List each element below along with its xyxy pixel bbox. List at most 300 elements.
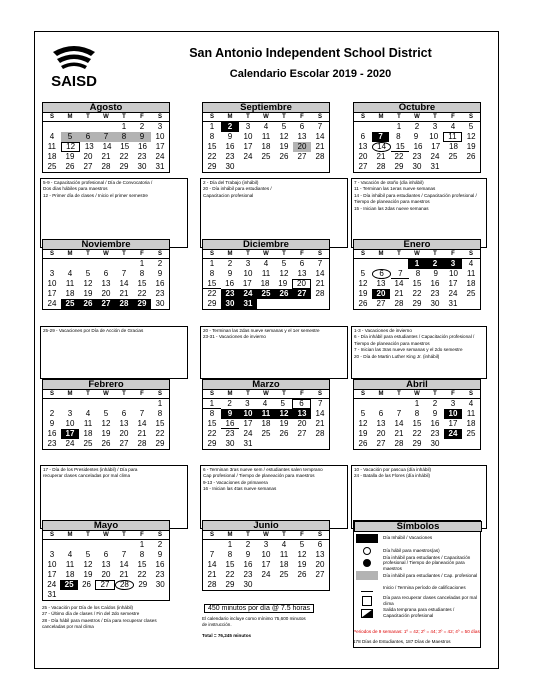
month-notes (200, 178, 348, 248)
day-cell (275, 439, 293, 449)
note-line: 10 - Vacación por pascua (día inhábil) (354, 467, 432, 472)
weekday-header (203, 390, 329, 399)
day-cell: 15 (225, 560, 235, 569)
day-cell: 19 (83, 570, 93, 579)
month-grid (202, 531, 330, 591)
day-cell: 29 (225, 580, 235, 589)
symbol-label: Inicio / Termina período de calificaciones (383, 585, 466, 591)
day-cell: 9 (245, 550, 251, 559)
month-name: Junio (202, 520, 330, 531)
week-row (43, 279, 169, 289)
day-cell: 29 (207, 162, 217, 171)
day-cell: 13 (376, 279, 386, 288)
weekday-label: S (468, 391, 473, 397)
day-cell (43, 122, 61, 132)
square-icon (362, 596, 372, 606)
day-cell: 18 (449, 142, 458, 151)
day-cell: 3 (450, 399, 456, 408)
week-row (354, 279, 480, 289)
day-cell: 11 (83, 419, 93, 428)
month-grid (42, 250, 170, 310)
day-cell: 29 (412, 299, 422, 308)
day-cell: 8 (209, 409, 215, 418)
day-cell: 15 (120, 142, 130, 151)
day-cell: 10 (243, 269, 253, 278)
day-cell (462, 439, 480, 449)
week-row (203, 580, 329, 590)
day-cell: 16 (225, 142, 235, 151)
svg-text:SAISD: SAISD (51, 73, 97, 90)
month-notes (200, 326, 348, 379)
day-cell: 27 (119, 439, 129, 448)
weekday-label: F (451, 114, 455, 120)
day-cell: 24 (430, 152, 440, 161)
weekday-label: M (378, 251, 384, 257)
weekday-label: S (209, 251, 214, 257)
day-cell: 27 (297, 152, 307, 161)
day-cell (390, 259, 408, 269)
day-cell: 5 (281, 259, 287, 268)
day-cell (79, 540, 97, 550)
note-line: 7 - Vacación de otoño (día inhábil) (354, 180, 424, 185)
day-cell: 27 (95, 580, 114, 590)
day-cell: 23 (225, 429, 235, 438)
day-cell: 15 (137, 560, 147, 569)
instruction-line: de instrucción. (202, 622, 232, 628)
day-cell: 3 (67, 409, 73, 418)
day-cell: 7 (396, 409, 402, 418)
day-cell: 16 (155, 279, 165, 288)
day-cell: 8 (227, 550, 233, 559)
month-grid (202, 113, 330, 173)
day-cell: 26 (82, 580, 91, 589)
week-row (354, 289, 480, 299)
weekday-label: T (397, 114, 401, 120)
day-cell: 13 (376, 419, 386, 428)
note-line: recuperar clases canceladas por mal clima (43, 473, 131, 479)
week-row (203, 152, 329, 162)
day-cell: 6 (360, 132, 366, 141)
symbol-row (354, 554, 480, 572)
weekday-label: M (378, 114, 384, 120)
day-cell: 20 (315, 560, 325, 569)
day-cell: 22 (394, 152, 404, 161)
day-cell: 15 (137, 279, 147, 288)
day-cell: 30 (221, 299, 239, 309)
week-row (43, 419, 169, 429)
day-cell (79, 590, 97, 600)
symbol-row (354, 582, 480, 595)
month-notes (40, 326, 188, 379)
weekday-label: T (433, 391, 437, 397)
day-cell: 8 (209, 132, 215, 141)
day-cell (43, 540, 61, 550)
day-cell: 4 (49, 132, 55, 141)
day-cell: 15 (203, 279, 221, 289)
day-cell: 30 (155, 580, 165, 589)
day-cell: 21 (137, 429, 147, 438)
day-cell: 5 (299, 540, 305, 549)
day-cell: 14 (119, 560, 129, 569)
note-line: 1-3 - Vacaciones de invierno (354, 328, 412, 333)
day-cell (293, 162, 311, 172)
weekday-header (203, 531, 329, 540)
day-cell: 11 (443, 132, 463, 142)
month-grid (353, 113, 481, 173)
day-cell: 24 (243, 429, 253, 438)
weekday-label: S (360, 391, 365, 397)
day-cell: 11 (47, 142, 57, 151)
weekday-label: T (246, 114, 250, 120)
day-cell: 28 (137, 439, 147, 448)
note-line: 12 - Primer día de clases / Inicio el primer semestre (43, 192, 148, 198)
symbols-title: Símbolos (354, 521, 482, 532)
month-grid (42, 531, 170, 601)
day-cell: 7 (391, 269, 409, 279)
day-cell: 8 (139, 550, 145, 559)
weekday-label: M (67, 532, 73, 538)
day-cell: 24 (47, 299, 57, 308)
day-cell: 19 (466, 142, 476, 151)
day-cell: 7 (317, 399, 323, 408)
day-cell: 21 (394, 429, 404, 438)
day-cell (133, 590, 151, 600)
day-cell: 16 (138, 142, 147, 151)
day-cell: 4 (450, 122, 456, 131)
week-row (203, 550, 329, 560)
day-cell: 17 (47, 570, 57, 579)
day-cell: 14 (315, 132, 325, 141)
note-line: 9-13 - Vacaciones de primavera (203, 479, 268, 485)
day-cell: 13 (293, 409, 311, 419)
day-cell: 2 (227, 399, 232, 408)
day-cell: 11 (467, 269, 476, 278)
week-row (354, 439, 480, 449)
weekday-label: W (414, 251, 420, 257)
day-cell: 25 (279, 570, 289, 579)
day-cell: 12 (83, 279, 93, 288)
note-line: 27 - Último día de clases / Fin del 2do semestre (42, 611, 140, 617)
day-cell: 16 (413, 142, 423, 151)
day-cell: 10 (261, 550, 271, 559)
day-cell: 14 (315, 409, 325, 418)
day-cell: 23 (412, 152, 422, 161)
filled-circle-icon (363, 559, 371, 567)
weekday-label: F (300, 391, 304, 397)
weekday-label: T (282, 532, 286, 538)
day-cell (390, 399, 408, 409)
month-notes (351, 178, 487, 248)
day-cell: 18 (65, 570, 75, 579)
day-cell: 5 (280, 399, 285, 408)
week-row (43, 409, 169, 419)
day-cell: 20 (376, 429, 386, 438)
weekday-header (354, 390, 480, 399)
day-cell: 6 (299, 122, 305, 131)
day-cell: 28 (101, 162, 111, 171)
note-line: 15 - Inician las 2das nueve semanas (354, 205, 429, 211)
day-cell: 14 (315, 269, 325, 278)
month-notes (351, 326, 487, 379)
day-cell: 24 (65, 439, 75, 448)
day-cell: 8 (115, 132, 133, 142)
day-cell (444, 439, 462, 449)
week-row (43, 152, 169, 162)
day-cell: 22 (225, 570, 235, 579)
day-cell: 2 (139, 122, 145, 131)
day-cell: 13 (358, 142, 368, 151)
weekday-label: M (67, 114, 73, 120)
day-cell: 3 (157, 122, 163, 131)
day-cell: 2 (49, 409, 55, 418)
week-row (203, 259, 329, 269)
week-row (203, 269, 329, 279)
day-cell: 25 (60, 580, 77, 590)
weekday-header (43, 250, 169, 259)
day-cell (311, 299, 329, 309)
weekday-label: S (317, 114, 322, 120)
day-cell: 1 (414, 399, 420, 408)
day-cell: 7 (372, 132, 390, 142)
day-cell: 24 (47, 580, 57, 589)
day-cell: 6 (378, 409, 384, 418)
week-row (354, 399, 480, 409)
day-cell: 1 (203, 399, 221, 409)
day-cell: 27 (83, 162, 93, 171)
day-cell: 17 (448, 279, 458, 288)
day-cell: 12 (358, 279, 368, 288)
day-cell: 8 (415, 269, 421, 278)
symbol-row (354, 595, 480, 608)
day-cell (293, 580, 311, 590)
day-cell: 6 (79, 132, 97, 142)
gray-swatch-icon (356, 571, 378, 580)
week-row (43, 299, 169, 309)
day-cell: 18 (83, 429, 93, 438)
day-cell (79, 259, 97, 269)
weekday-label: W (263, 532, 269, 538)
day-cell: 31 (47, 590, 57, 599)
day-cell: 31 (239, 299, 257, 309)
week-row (43, 162, 169, 172)
day-cell: 29 (119, 162, 129, 171)
day-cell: 3 (49, 269, 55, 278)
day-cell: 21 (315, 419, 325, 428)
day-cell (61, 540, 79, 550)
day-cell: 29 (394, 162, 404, 171)
day-cell: 12 (297, 550, 307, 559)
district-name: San Antonio Independent School District (189, 46, 432, 60)
day-cell: 3 (432, 122, 438, 131)
weekday-label: S (209, 532, 214, 538)
day-cell: 1 (121, 122, 127, 131)
day-cell: 12 (101, 419, 111, 428)
day-cell: 19 (358, 429, 368, 438)
weekday-label: W (103, 114, 109, 120)
day-cell (372, 259, 390, 269)
day-cell: 23 (155, 289, 165, 298)
day-cell: 22 (412, 429, 422, 438)
note-line: 6 - Día inhábil para estudiantes / Capacitación profesional / (354, 334, 475, 340)
day-cell: 4 (468, 259, 474, 268)
day-cell: 2 (157, 259, 163, 268)
weekday-label: T (246, 532, 250, 538)
month-name: Agosto (42, 102, 170, 113)
week-row (43, 289, 169, 299)
weekday-label: F (300, 251, 304, 257)
day-cell: 30 (225, 439, 235, 448)
day-cell: 23 (225, 152, 235, 161)
day-cell: 30 (225, 162, 235, 171)
weekday-label: T (397, 251, 401, 257)
day-cell: 6 (372, 269, 392, 279)
day-cell (257, 162, 275, 172)
day-cell: 11 (65, 560, 75, 569)
weekday-label: M (378, 391, 384, 397)
day-cell: 10 (47, 279, 57, 288)
day-cell (257, 580, 275, 590)
weekday-label: M (227, 532, 233, 538)
week-row (43, 570, 169, 580)
day-cell: 12 (279, 132, 289, 141)
month-name: Septiembre (202, 102, 330, 113)
weekday-label: F (140, 114, 144, 120)
day-cell: 5 (360, 409, 366, 418)
week-row (203, 399, 329, 409)
weekday-header (43, 113, 169, 122)
day-cell: 20 (292, 279, 312, 289)
day-cell: 1 (209, 259, 215, 268)
day-cell (275, 299, 293, 309)
weekday-label: S (209, 391, 214, 397)
day-cell: 22 (137, 570, 147, 579)
day-cell: 21 (119, 570, 129, 579)
day-cell: 5 (468, 122, 474, 131)
note-line: 6 - Terminan 3ras nueve sem / estudiantes salen temprano (203, 467, 323, 472)
note-line: 24 - Batalla de las Flores (día inhábil) (354, 473, 431, 479)
week-row (43, 540, 169, 550)
day-cell: 3 (245, 399, 250, 408)
day-cell: 30 (430, 439, 440, 448)
week-row (203, 540, 329, 550)
note-line: 14 - Día inhábil para estudiantes / Capacitación profesional / (354, 192, 477, 198)
day-cell (372, 399, 390, 409)
week-row (203, 289, 329, 299)
day-cell: 4 (67, 550, 73, 559)
weekday-label: S (468, 251, 473, 257)
day-cell: 13 (297, 269, 307, 278)
day-cell (275, 580, 293, 590)
day-cell: 1 (139, 259, 145, 268)
day-cell: 18 (261, 419, 271, 428)
day-cell: 16 (221, 419, 239, 429)
symbol-label: Día hábil para maestros(as) (383, 547, 440, 553)
day-cell: 22 (155, 429, 165, 438)
day-cell: 20 (119, 429, 129, 438)
day-cell: 16 (225, 279, 235, 288)
day-cell: 1 (209, 122, 215, 131)
day-cell (257, 299, 275, 309)
weekday-label: T (122, 251, 126, 257)
day-cell: 7 (121, 269, 127, 278)
weekday-header (43, 531, 169, 540)
day-cell: 5 (85, 269, 91, 278)
day-cell: 18 (65, 289, 75, 298)
day-cell: 2 (245, 540, 251, 549)
month-name: Enero (353, 239, 481, 250)
weekday-label: S (49, 391, 54, 397)
day-cell: 22 (207, 289, 217, 298)
day-cell (239, 162, 257, 172)
week-row (203, 299, 329, 309)
day-cell: 26 (297, 570, 307, 579)
weekday-label: M (227, 251, 233, 257)
day-cell (97, 540, 115, 550)
note-line: Tiempo de planeación para maestros (354, 340, 430, 346)
week-row (203, 419, 329, 429)
note-line: Cap profesional / Tiempo de planeación para maestros (203, 473, 315, 479)
day-cell: 9 (433, 269, 438, 278)
note-line: Capacitacion profesional (203, 192, 254, 198)
day-cell: 19 (279, 142, 289, 151)
week-row (354, 142, 480, 152)
day-cell: 30 (155, 299, 165, 308)
day-cell: 31 (243, 439, 253, 448)
triangle-icon (361, 609, 373, 618)
day-cell: 15 (155, 419, 165, 428)
day-cell: 11 (261, 132, 271, 141)
day-cell: 17 (155, 142, 165, 151)
day-cell (115, 399, 133, 409)
day-cell: 17 (431, 142, 441, 151)
day-cell (311, 162, 329, 172)
day-cell (444, 162, 462, 172)
day-cell: 20 (83, 152, 93, 161)
week-row (203, 409, 329, 419)
day-cell: 12 (466, 132, 476, 141)
week-row (354, 132, 480, 142)
day-cell: 28 (394, 299, 404, 308)
week-row (203, 570, 329, 580)
month-grid (353, 390, 481, 450)
day-cell: 14 (137, 419, 147, 428)
day-cell: 13 (101, 279, 111, 288)
day-cell: 17 (243, 142, 253, 151)
day-cell: 23 (221, 289, 239, 299)
day-cell: 1 (408, 259, 426, 269)
day-cell: 21 (207, 570, 217, 579)
day-cell: 9 (432, 409, 438, 418)
note-line: 25-29 - Vacaciones por Día de Acción de Gracias (43, 328, 144, 333)
day-cell: 5 (281, 122, 287, 131)
day-cell: 17 (61, 429, 79, 439)
weekday-label: F (451, 251, 455, 257)
day-cell: 5 (85, 550, 91, 559)
day-cell (61, 259, 79, 269)
header (35, 32, 498, 102)
week-row (203, 439, 329, 449)
day-cell: 2 (432, 399, 438, 408)
note-line: 5-9 - Capacitación profesional / Día de Convocatoria / (43, 180, 153, 185)
day-cell: 14 (207, 560, 217, 569)
day-cell: 14 (394, 419, 404, 428)
day-cell: 28 (207, 580, 217, 589)
day-cell: 4 (262, 399, 268, 408)
day-cell: 17 (242, 279, 252, 288)
weekday-label: W (414, 114, 420, 120)
symbol-row (354, 532, 480, 545)
month-grid (42, 390, 170, 450)
